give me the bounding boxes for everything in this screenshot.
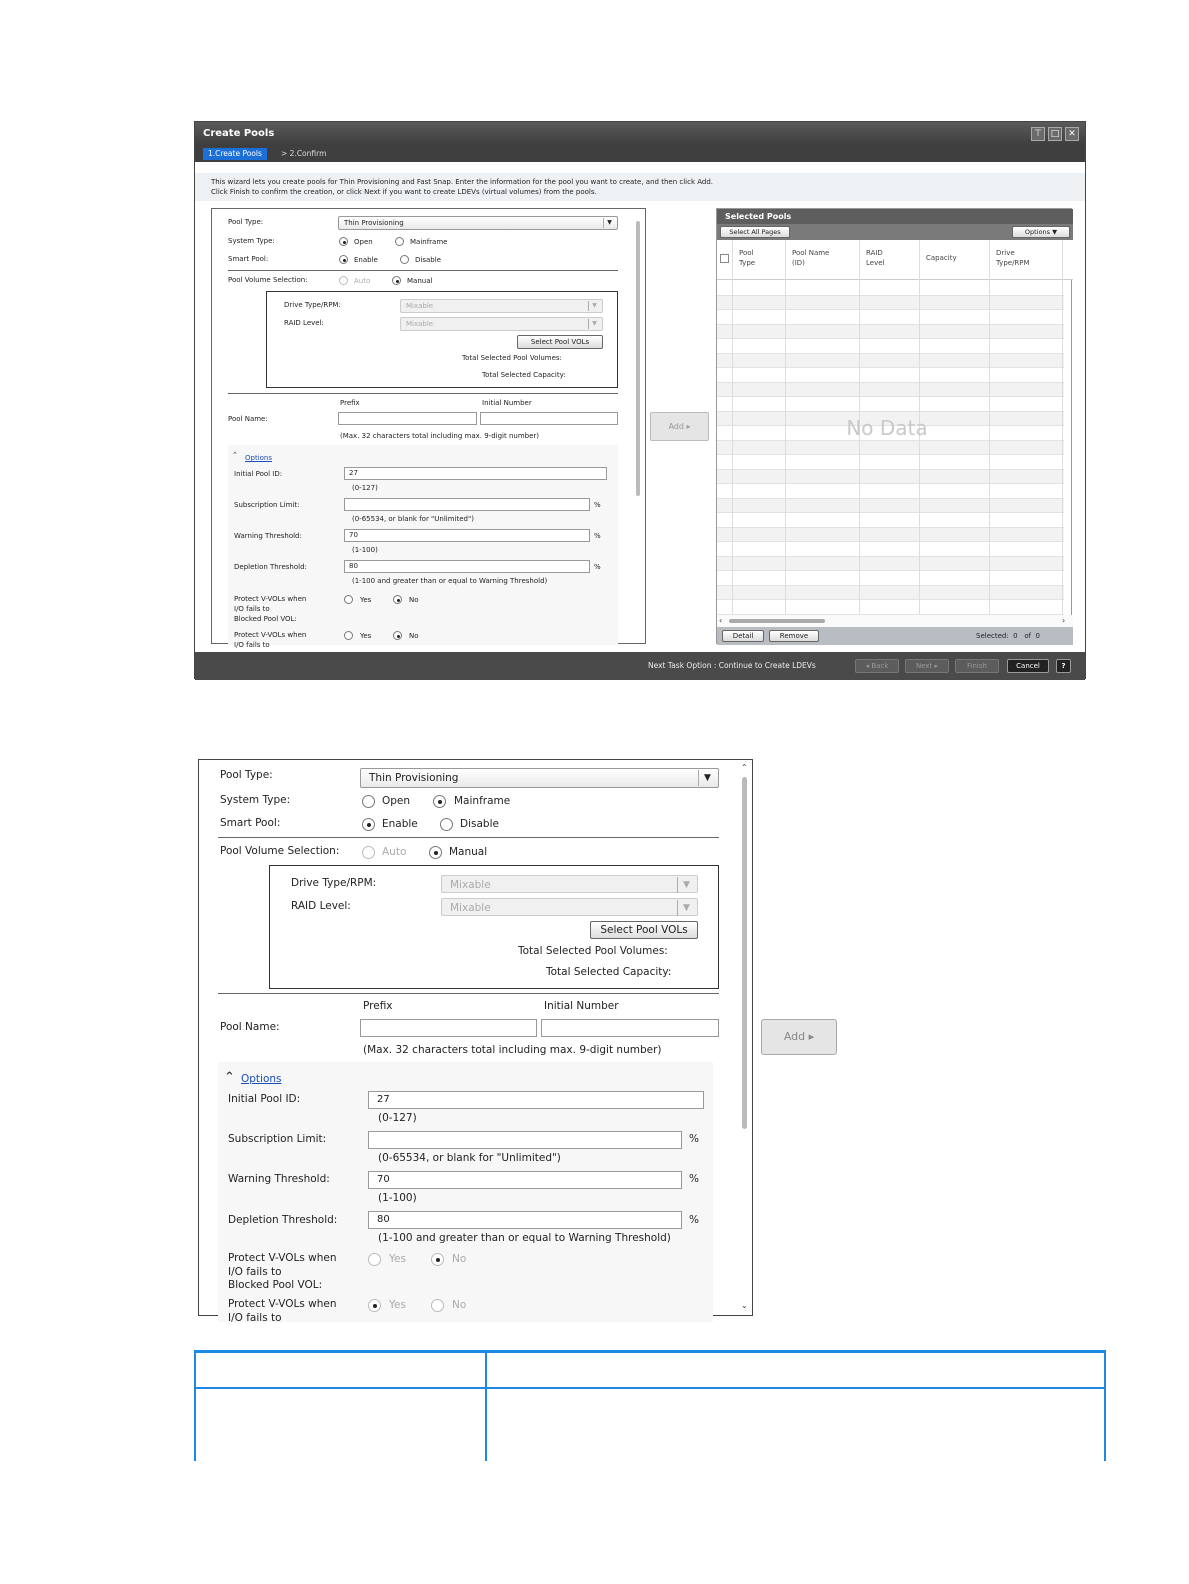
table-row bbox=[717, 383, 1064, 398]
divider bbox=[218, 837, 719, 838]
cancel-button[interactable]: Cancel bbox=[1007, 659, 1049, 673]
table-row bbox=[717, 499, 1064, 514]
pool-volume-selection-label: Pool Volume Selection: bbox=[220, 845, 340, 857]
collapse-icon[interactable]: ⌃ bbox=[232, 451, 238, 459]
table-row bbox=[717, 470, 1064, 485]
protect-blocked-yes-radio[interactable] bbox=[368, 1253, 381, 1266]
table-toolbar bbox=[717, 224, 1073, 240]
percent-label: % bbox=[594, 501, 601, 509]
subscription-limit-label: Subscription Limit: bbox=[228, 1133, 327, 1145]
prefix-label: Prefix bbox=[363, 1000, 393, 1012]
vertical-scrollbar[interactable] bbox=[633, 215, 643, 639]
drive-type-select[interactable] bbox=[400, 299, 603, 313]
subscription-limit-label: Subscription Limit: bbox=[234, 501, 300, 509]
chevron-down-icon: ▼ bbox=[677, 877, 695, 893]
enable-label: Enable bbox=[382, 818, 418, 830]
table-row bbox=[717, 528, 1064, 543]
scrollbar-thumb[interactable] bbox=[742, 777, 747, 1129]
no-label: No bbox=[409, 596, 419, 604]
table-row bbox=[717, 542, 1064, 557]
pool-name-prefix-input[interactable] bbox=[338, 412, 477, 425]
pool-type-label: Pool Type: bbox=[228, 218, 264, 226]
mainframe-label: Mainframe bbox=[454, 795, 511, 807]
pool-name-label: Pool Name: bbox=[220, 1021, 280, 1033]
column-capacity[interactable]: Capacity bbox=[926, 254, 957, 262]
next-task-option[interactable]: Next Task Option : Continue to Create LDEVs bbox=[648, 661, 816, 670]
warning-threshold-input[interactable]: 70 bbox=[344, 529, 590, 542]
warning-threshold-input[interactable]: 70 bbox=[368, 1171, 682, 1189]
scroll-down-icon[interactable]: ⌄ bbox=[741, 1301, 748, 1310]
pool-name-hint: (Max. 32 characters total including max. 9-digit number) bbox=[363, 1044, 662, 1056]
collapse-icon[interactable]: ⌃ bbox=[224, 1070, 235, 1085]
protect-blocked-no-radio[interactable] bbox=[431, 1253, 444, 1266]
smart-pool-enable-radio[interactable] bbox=[362, 818, 375, 831]
help-button[interactable]: ? bbox=[1056, 659, 1071, 673]
raid-level-select[interactable] bbox=[400, 317, 603, 331]
auto-label: Auto bbox=[354, 277, 371, 285]
table-left-border bbox=[194, 1353, 196, 1461]
percent-label: % bbox=[594, 563, 601, 571]
step-confirm: > 2.Confirm bbox=[281, 149, 327, 158]
warning-threshold-label: Warning Threshold: bbox=[228, 1173, 330, 1185]
table-row bbox=[717, 441, 1064, 456]
percent-label: % bbox=[689, 1173, 699, 1185]
selection-manual-radio[interactable] bbox=[392, 276, 401, 285]
scrollbar-thumb[interactable] bbox=[729, 619, 825, 623]
table-footer bbox=[717, 627, 1073, 645]
close-icon[interactable]: ✕ bbox=[1065, 127, 1079, 141]
table-right-border bbox=[1104, 1353, 1106, 1461]
selection-auto-radio[interactable] bbox=[339, 276, 348, 285]
column-pool-type[interactable]: Pool Type bbox=[739, 249, 756, 267]
divider bbox=[228, 393, 618, 394]
depletion-threshold-hint: (1-100 and greater than or equal to Warning Threshold) bbox=[352, 577, 548, 585]
mainframe-label: Mainframe bbox=[410, 238, 448, 246]
subscription-limit-hint: (0-65534, or blank for "Unlimited") bbox=[378, 1152, 561, 1164]
initial-pool-id-hint: (0-127) bbox=[352, 484, 378, 492]
protect-full-no-radio[interactable] bbox=[393, 631, 402, 640]
dialog-title: Create Pools bbox=[195, 122, 1085, 146]
warning-threshold-hint: (1-100) bbox=[378, 1192, 417, 1204]
options-link[interactable]: Options bbox=[241, 1073, 282, 1085]
chevron-down-icon: ▼ bbox=[603, 218, 615, 228]
warning-threshold-label: Warning Threshold: bbox=[234, 532, 302, 540]
manual-label: Manual bbox=[449, 846, 488, 858]
detail-button[interactable]: Detail bbox=[722, 630, 764, 642]
scroll-left-icon[interactable]: ‹ bbox=[719, 616, 723, 625]
select-all-pages-button[interactable]: Select All Pages bbox=[720, 226, 790, 238]
drive-type-select[interactable] bbox=[441, 875, 698, 893]
table-row bbox=[717, 586, 1064, 601]
select-pool-vols-button[interactable]: Select Pool VOLs bbox=[517, 335, 603, 349]
disable-label: Disable bbox=[460, 818, 499, 830]
raid-level-select[interactable] bbox=[441, 898, 698, 916]
drive-type-value: Mixable bbox=[406, 302, 434, 310]
percent-label: % bbox=[689, 1133, 699, 1145]
table-row bbox=[717, 296, 1064, 311]
depletion-threshold-label: Depletion Threshold: bbox=[234, 563, 307, 571]
raid-level-label: RAID Level: bbox=[291, 900, 351, 912]
scrollbar-thumb[interactable] bbox=[636, 221, 640, 496]
protect-full-yes-radio[interactable] bbox=[368, 1299, 381, 1312]
smart-pool-disable-radio[interactable] bbox=[440, 818, 453, 831]
maximize-icon[interactable]: □ bbox=[1048, 127, 1062, 141]
remove-button[interactable]: Remove bbox=[769, 630, 819, 642]
pool-settings-panel-zoomed bbox=[198, 759, 753, 1324]
table-column-divider bbox=[485, 1353, 487, 1461]
total-selected-capacity-label: Total Selected Capacity: bbox=[482, 371, 566, 379]
system-type-label: System Type: bbox=[228, 237, 275, 245]
protect-blocked-no-radio[interactable] bbox=[393, 595, 402, 604]
protect-blocked-label: Protect V-VOLs when I/O fails to Blocked Pool VOL: bbox=[234, 595, 307, 623]
system-type-mainframe-radio[interactable] bbox=[433, 795, 446, 808]
smart-pool-enable-radio[interactable] bbox=[339, 255, 348, 264]
protect-full-label: Protect V-VOLs when I/O fails to bbox=[228, 1298, 337, 1324]
wizard-steps bbox=[195, 146, 1085, 162]
options-section bbox=[218, 1062, 713, 1322]
add-button[interactable]: Add ▸ bbox=[650, 412, 709, 441]
initial-number-label: Initial Number bbox=[544, 1000, 619, 1012]
pool-type-select[interactable] bbox=[360, 768, 719, 788]
column-pool-name[interactable]: Pool Name (ID) bbox=[792, 249, 830, 267]
table-row bbox=[717, 397, 1064, 412]
add-button-zoomed[interactable]: Add ▸ bbox=[761, 1019, 837, 1055]
pool-name-prefix-input[interactable] bbox=[360, 1019, 537, 1037]
smart-pool-label: Smart Pool: bbox=[228, 255, 269, 263]
protect-blocked-yes-radio[interactable] bbox=[344, 595, 353, 604]
manual-selection-box bbox=[269, 865, 719, 989]
select-all-checkbox[interactable] bbox=[720, 254, 729, 263]
drive-type-label: Drive Type/RPM: bbox=[284, 301, 341, 309]
create-pools-dialog bbox=[194, 121, 1086, 679]
percent-label: % bbox=[689, 1214, 699, 1226]
selection-manual-radio[interactable] bbox=[429, 846, 442, 859]
no-label: No bbox=[452, 1253, 467, 1265]
no-data-message: No Data bbox=[846, 416, 928, 440]
pool-type-select[interactable] bbox=[338, 216, 618, 230]
auto-label: Auto bbox=[382, 846, 407, 858]
table-row bbox=[717, 281, 1064, 296]
selected-count: Selected: 0 of 0 bbox=[976, 632, 1040, 640]
protect-full-label: Protect V-VOLs when I/O fails to bbox=[234, 631, 307, 649]
back-button[interactable]: ◂ Back bbox=[855, 659, 899, 673]
horizontal-scrollbar[interactable] bbox=[717, 615, 1073, 627]
system-type-mainframe-radio[interactable] bbox=[395, 237, 404, 246]
options-button[interactable]: Options ▼ bbox=[1012, 226, 1070, 238]
raid-level-value: Mixable bbox=[450, 902, 491, 914]
subscription-limit-hint: (0-65534, or blank for "Unlimited") bbox=[352, 515, 474, 523]
percent-label: % bbox=[594, 532, 601, 540]
drive-type-value: Mixable bbox=[450, 879, 491, 891]
table-row bbox=[717, 484, 1064, 499]
open-label: Open bbox=[354, 238, 373, 246]
subscription-limit-input[interactable] bbox=[344, 498, 590, 511]
column-drive-type[interactable]: Drive Type/RPM bbox=[996, 249, 1030, 267]
table-row bbox=[717, 571, 1064, 586]
pool-name-label: Pool Name: bbox=[228, 415, 268, 423]
scroll-up-icon[interactable]: ⌃ bbox=[741, 763, 748, 772]
warning-threshold-hint: (1-100) bbox=[352, 546, 378, 554]
select-pool-vols-button[interactable]: Select Pool VOLs bbox=[590, 921, 698, 939]
subscription-limit-input[interactable] bbox=[368, 1131, 682, 1149]
no-label: No bbox=[409, 632, 419, 640]
step-create-pools: 1.Create Pools bbox=[203, 148, 267, 160]
initial-number-label: Initial Number bbox=[482, 399, 532, 407]
pool-name-initial-number-input[interactable] bbox=[541, 1019, 719, 1037]
system-type-open-radio[interactable] bbox=[362, 795, 375, 808]
options-link[interactable]: Options bbox=[245, 454, 273, 462]
selected-pools-title: Selected Pools bbox=[717, 209, 1073, 224]
finish-button[interactable]: Finish bbox=[955, 659, 999, 673]
smart-pool-disable-radio[interactable] bbox=[400, 255, 409, 264]
pool-volume-selection-label: Pool Volume Selection: bbox=[228, 276, 308, 284]
raid-level-label: RAID Level: bbox=[284, 319, 324, 327]
manual-selection-box bbox=[266, 291, 618, 388]
table-header bbox=[717, 240, 1073, 280]
depletion-threshold-input[interactable]: 80 bbox=[344, 560, 590, 573]
selection-auto-radio[interactable] bbox=[362, 846, 375, 859]
pool-settings-panel bbox=[211, 208, 646, 649]
total-selected-volumes-label: Total Selected Pool Volumes: bbox=[462, 354, 562, 362]
vertical-scrollbar[interactable] bbox=[739, 763, 751, 1313]
divider bbox=[228, 270, 618, 271]
chevron-down-icon: ▼ bbox=[698, 770, 716, 786]
total-selected-capacity-label: Total Selected Capacity: bbox=[546, 966, 672, 978]
system-type-label: System Type: bbox=[220, 794, 291, 806]
depletion-threshold-input[interactable]: 80 bbox=[368, 1211, 682, 1229]
table-top-border bbox=[194, 1350, 1106, 1353]
dialog-footer bbox=[195, 652, 1085, 680]
table-row bbox=[717, 513, 1064, 528]
initial-pool-id-input[interactable]: 27 bbox=[344, 467, 607, 480]
pool-type-value: Thin Provisioning bbox=[369, 772, 459, 784]
pool-type-label: Pool Type: bbox=[220, 769, 273, 781]
yes-label: Yes bbox=[389, 1253, 406, 1265]
yes-label: Yes bbox=[389, 1299, 406, 1311]
depletion-threshold-label: Depletion Threshold: bbox=[228, 1214, 338, 1226]
column-raid-level[interactable]: RAID Level bbox=[866, 249, 885, 267]
total-selected-volumes-label: Total Selected Pool Volumes: bbox=[518, 945, 668, 957]
yes-label: Yes bbox=[360, 596, 372, 604]
initial-pool-id-hint: (0-127) bbox=[378, 1112, 417, 1124]
table-row bbox=[717, 325, 1064, 340]
table-row bbox=[717, 339, 1064, 354]
protect-full-yes-radio[interactable] bbox=[344, 631, 353, 640]
instruction-line-1: This wizard lets you create pools for Thin Provisioning and Fast Snap. Enter the information for the pool you want to create, and then click Add. bbox=[211, 178, 713, 186]
depletion-threshold-hint: (1-100 and greater than or equal to Warning Threshold) bbox=[378, 1232, 671, 1244]
open-label: Open bbox=[382, 795, 411, 807]
prefix-label: Prefix bbox=[340, 399, 360, 407]
pool-name-initial-number-input[interactable] bbox=[480, 412, 618, 425]
initial-pool-id-label: Initial Pool ID: bbox=[228, 1093, 301, 1105]
system-type-open-radio[interactable] bbox=[339, 237, 348, 246]
chevron-down-icon: ▼ bbox=[677, 900, 695, 916]
protect-full-no-radio[interactable] bbox=[431, 1299, 444, 1312]
table-row bbox=[717, 354, 1064, 369]
chevron-down-icon: ▼ bbox=[588, 301, 600, 311]
table-header-divider bbox=[194, 1387, 1106, 1389]
no-label: No bbox=[452, 1299, 467, 1311]
selected-pools-panel bbox=[716, 208, 1072, 644]
protect-blocked-label: Protect V-VOLs when I/O fails to Blocked Pool VOL: bbox=[228, 1252, 337, 1291]
column-divider bbox=[1062, 240, 1063, 615]
table-row bbox=[717, 600, 1064, 615]
table-row bbox=[717, 557, 1064, 572]
manual-label: Manual bbox=[407, 277, 433, 285]
pin-icon[interactable]: ⊤ bbox=[1031, 127, 1045, 141]
scroll-right-icon[interactable]: › bbox=[1062, 616, 1066, 625]
divider bbox=[218, 993, 719, 994]
yes-label: Yes bbox=[360, 632, 372, 640]
chevron-down-icon: ▼ bbox=[588, 319, 600, 329]
initial-pool-id-label: Initial Pool ID: bbox=[234, 470, 283, 478]
pool-type-value: Thin Provisioning bbox=[344, 219, 404, 227]
initial-pool-id-input[interactable]: 27 bbox=[368, 1091, 704, 1109]
disable-label: Disable bbox=[415, 256, 441, 264]
table-row bbox=[717, 455, 1064, 470]
table-row bbox=[717, 368, 1064, 383]
options-section bbox=[228, 445, 618, 649]
wizard-instructions bbox=[195, 173, 1085, 201]
raid-level-value: Mixable bbox=[406, 320, 434, 328]
pool-name-hint: (Max. 32 characters total including max. 9-digit number) bbox=[340, 432, 539, 440]
next-button[interactable]: Next ▸ bbox=[905, 659, 949, 673]
smart-pool-label: Smart Pool: bbox=[220, 817, 281, 829]
enable-label: Enable bbox=[354, 256, 378, 264]
drive-type-label: Drive Type/RPM: bbox=[291, 877, 377, 889]
instruction-line-2: Click Finish to confirm the creation, or click Next if you want to create LDEVs (virtual volumes) from the pools. bbox=[211, 188, 597, 196]
table-row bbox=[717, 310, 1064, 325]
